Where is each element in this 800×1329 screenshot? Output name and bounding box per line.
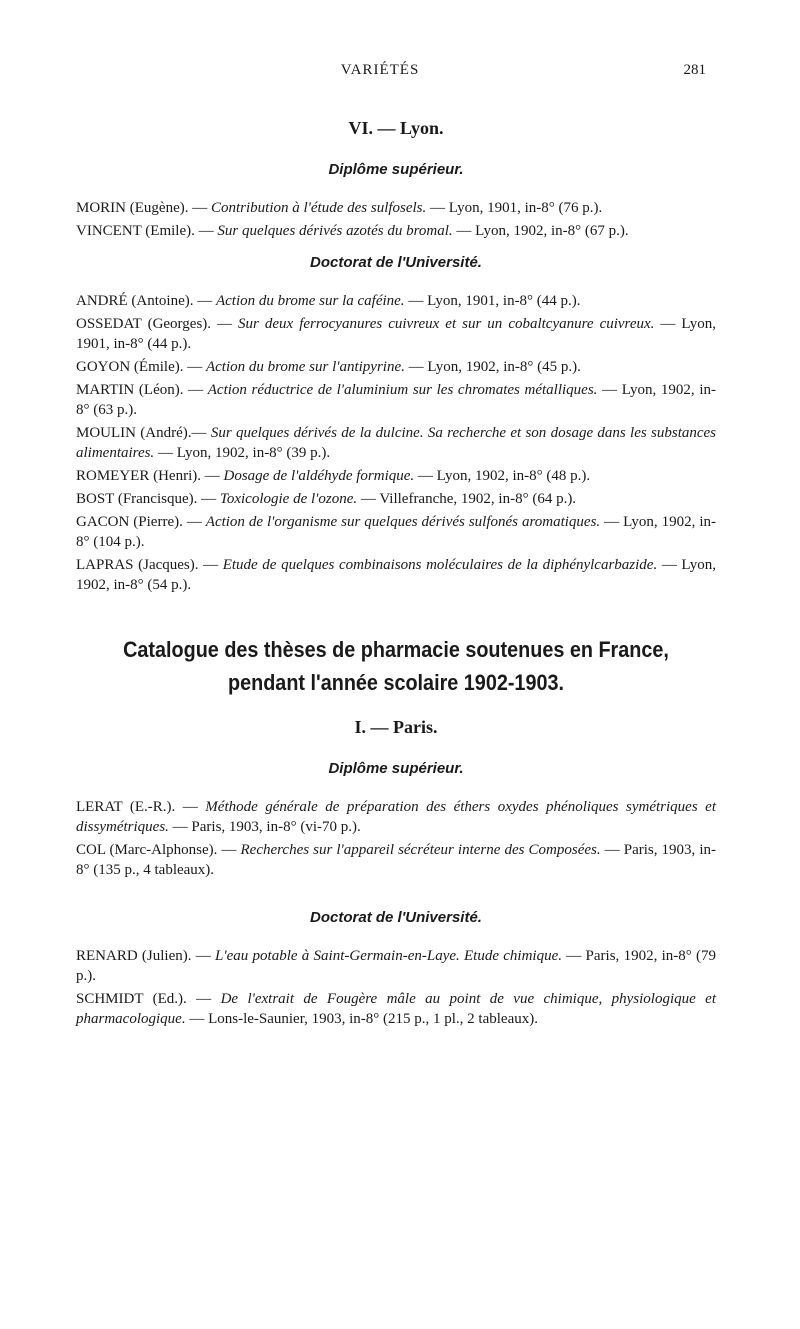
- bib-entry: SCHMIDT (Ed.). — De l'extrait de Fougère mâle au point de vue chimique, physiologique et pharmacologique. — Lons-le-Saunier, 1903, in-8° (215 p., 1 pl., 2 tableaux).: [76, 991, 717, 1027]
- bib-entry: BOST (Francisque). — Toxicologie de l'ozone. — Villefranche, 1902, in-8° (64 p.).: [76, 491, 577, 507]
- lyon-doctorat-heading: Doctorat de l'Université.: [310, 254, 482, 271]
- catalogue-heading-line-1: Catalogue des thèses de pharmacie soutenues en France,: [123, 637, 669, 662]
- bib-entry: COL (Marc-Alphonse). — Recherches sur l'appareil sécréteur interne des Composées. — Paris, 1903, in-8° (135 p., 4 tableaux).: [76, 842, 716, 878]
- bib-entry: GACON (Pierre). — Action de l'organisme sur quelques dérivés sulfonés aromatiques. — Lyon, 1902, in-8° (104 p.).: [76, 514, 717, 550]
- bib-entry: LERAT (E.-R.). — Méthode générale de préparation des éthers oxydes phénoliques symétriques et dissymétriques. — Paris, 1903, in-8° (vi-70 p.).: [76, 799, 716, 835]
- bib-entry: ANDRÉ (Antoine). — Action du brome sur la caféine. — Lyon, 1901, in-8° (44 p.).: [76, 293, 581, 309]
- bib-entry: OSSEDAT (Georges). — Sur deux ferrocyanures cuivreux et sur un cobaltcyanure cuivreux. — Lyon, 1901, in-8° (44 p.).: [76, 316, 716, 352]
- running-head: [0, 62, 800, 86]
- bib-entry: GOYON (Émile). — Action du brome sur l'antipyrine. — Lyon, 1902, in-8° (45 p.).: [76, 359, 581, 375]
- bib-entry: RENARD (Julien). — L'eau potable à Saint-Germain-en-Laye. Etude chimique. — Paris, 1902, in-8° (79 p.).: [76, 948, 716, 984]
- paris-diplome-heading: Diplôme supérieur.: [328, 760, 464, 777]
- bib-entry: LAPRAS (Jacques). — Etude de quelques combinaisons moléculaires de la diphénylcarbazide. — Lyon, 1902, in-8° (54 p.).: [76, 557, 717, 593]
- lyon-diplome-heading: Diplôme supérieur.: [328, 161, 464, 178]
- catalogue-heading: [108, 633, 684, 699]
- running-head-title: VARIÉTÉS: [340, 62, 420, 78]
- bib-entry: ROMEYER (Henri). — Dosage de l'aldéhyde formique. — Lyon, 1902, in-8° (48 p.).: [76, 468, 591, 484]
- page-number: 281: [683, 62, 706, 78]
- section-heading-lyon: VI. — Lyon.: [348, 118, 444, 138]
- bib-entry: MARTIN (Léon). — Action réductrice de l'aluminium sur les chromates métalliques. — Lyon, 1902, in-8° (63 p.).: [76, 382, 716, 418]
- section-heading-paris: I. — Paris.: [354, 717, 438, 737]
- paris-doctorat-heading: Doctorat de l'Université.: [310, 909, 482, 926]
- page-content: [76, 118, 716, 1032]
- catalogue-heading-line-2: pendant l'année scolaire 1902-1903.: [228, 670, 564, 695]
- bib-entry: MOULIN (André).— Sur quelques dérivés de la dulcine. Sa recherche et son dosage dans les substances alimentaires. — Lyon, 1902, in-8° (39 p.).: [76, 425, 717, 461]
- bib-entry: MORIN (Eugène). — Contribution à l'étude des sulfosels. — Lyon, 1901, in-8° (76 p.).: [76, 200, 603, 216]
- bib-entry: VINCENT (Emile). — Sur quelques dérivés azotés du bromal. — Lyon, 1902, in-8° (67 p.).: [76, 223, 629, 239]
